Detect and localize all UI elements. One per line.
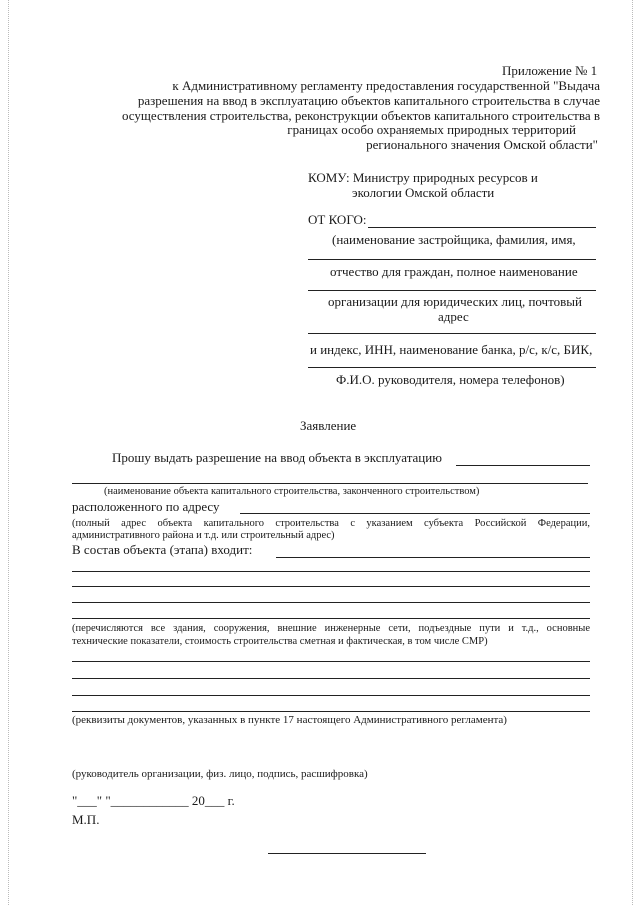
sender-field-line[interactable] bbox=[308, 333, 596, 334]
requisites-field[interactable] bbox=[72, 661, 590, 662]
date-field[interactable]: "___" "____________ 20___ г. bbox=[72, 793, 235, 808]
requisites-field[interactable] bbox=[72, 711, 590, 712]
request-text: Прошу выдать разрешение на ввод объекта в эксплуатацию bbox=[112, 450, 442, 465]
object-name-field[interactable] bbox=[72, 483, 588, 484]
appendix-line-1: к Административному регламенту предоставления государственной "Выдача bbox=[172, 78, 600, 93]
composition-label: В состав объекта (этапа) входит: bbox=[72, 542, 253, 557]
sender-field-line[interactable] bbox=[308, 290, 596, 291]
appendix-line-4: границах особо охраняемых природных территорий bbox=[287, 122, 576, 137]
composition-field[interactable] bbox=[72, 571, 590, 572]
recipient-line-1: КОМУ: Министру природных ресурсов и bbox=[308, 170, 538, 185]
statement-heading: Заявление bbox=[300, 418, 357, 433]
right-margin-border bbox=[632, 0, 633, 905]
sender-field-line[interactable] bbox=[308, 259, 596, 260]
object-name-field[interactable] bbox=[456, 465, 590, 466]
sender-hint-3: организации для юридических лиц, почтовый bbox=[328, 294, 582, 309]
appendix-line-2: разрешения на ввод в эксплуатацию объектов капитального строительства в случае bbox=[137, 93, 600, 108]
appendix-line-5: регионального значения Омской области" bbox=[366, 137, 598, 152]
sender-label: ОТ КОГО: bbox=[308, 212, 367, 227]
address-hint-1: (полный адрес объекта капитального строительства с указанием субъекта Российской Федерации, bbox=[72, 518, 590, 529]
seal-label: М.П. bbox=[72, 812, 100, 827]
sender-hint-5: и индекс, ИНН, наименование банка, р/с, к/с, БИК, bbox=[310, 342, 593, 357]
recipient-line-2: экологии Омской области bbox=[352, 185, 495, 200]
requisites-field[interactable] bbox=[72, 695, 590, 696]
left-margin-border bbox=[8, 0, 9, 905]
composition-field[interactable] bbox=[72, 618, 590, 619]
composition-field[interactable] bbox=[276, 557, 590, 558]
signature-hint: (руководитель организации, физ. лицо, подпись, расшифровка) bbox=[72, 768, 368, 780]
sender-hint-2: отчество для граждан, полное наименование bbox=[330, 264, 578, 279]
sender-hint-6: Ф.И.О. руководителя, номера телефонов) bbox=[336, 372, 565, 387]
requisites-field[interactable] bbox=[72, 678, 590, 679]
composition-hint-1: (перечисляются все здания, сооружения, внешние инженерные сети, подъездные пути и т.д., основные bbox=[72, 623, 590, 634]
sender-field-line[interactable] bbox=[368, 227, 596, 228]
requisites-hint: (реквизиты документов, указанных в пункте 17 настоящего Административного регламента) bbox=[72, 714, 507, 726]
composition-hint-2: технические показатели, стоимость строительства сметная и фактическая, в том числе СМР) bbox=[72, 636, 488, 647]
composition-field[interactable] bbox=[72, 586, 590, 587]
address-field[interactable] bbox=[240, 513, 590, 514]
sender-hint-4: адрес bbox=[438, 309, 469, 324]
sender-field-line[interactable] bbox=[308, 367, 596, 368]
address-hint-2: административного района и т.д. или строительный адрес) bbox=[72, 530, 335, 541]
appendix-title: Приложение № 1 bbox=[502, 63, 598, 78]
sender-hint-1: (наименование застройщика, фамилия, имя, bbox=[332, 232, 576, 247]
appendix-line-3: осуществления строительства, реконструкции объектов капитального строительства в bbox=[121, 108, 600, 123]
bottom-signature-line[interactable] bbox=[268, 853, 426, 854]
address-label: расположенного по адресу bbox=[72, 499, 220, 514]
object-hint: (наименование объекта капитального строительства, законченного строительством) bbox=[104, 486, 480, 497]
composition-field[interactable] bbox=[72, 602, 590, 603]
